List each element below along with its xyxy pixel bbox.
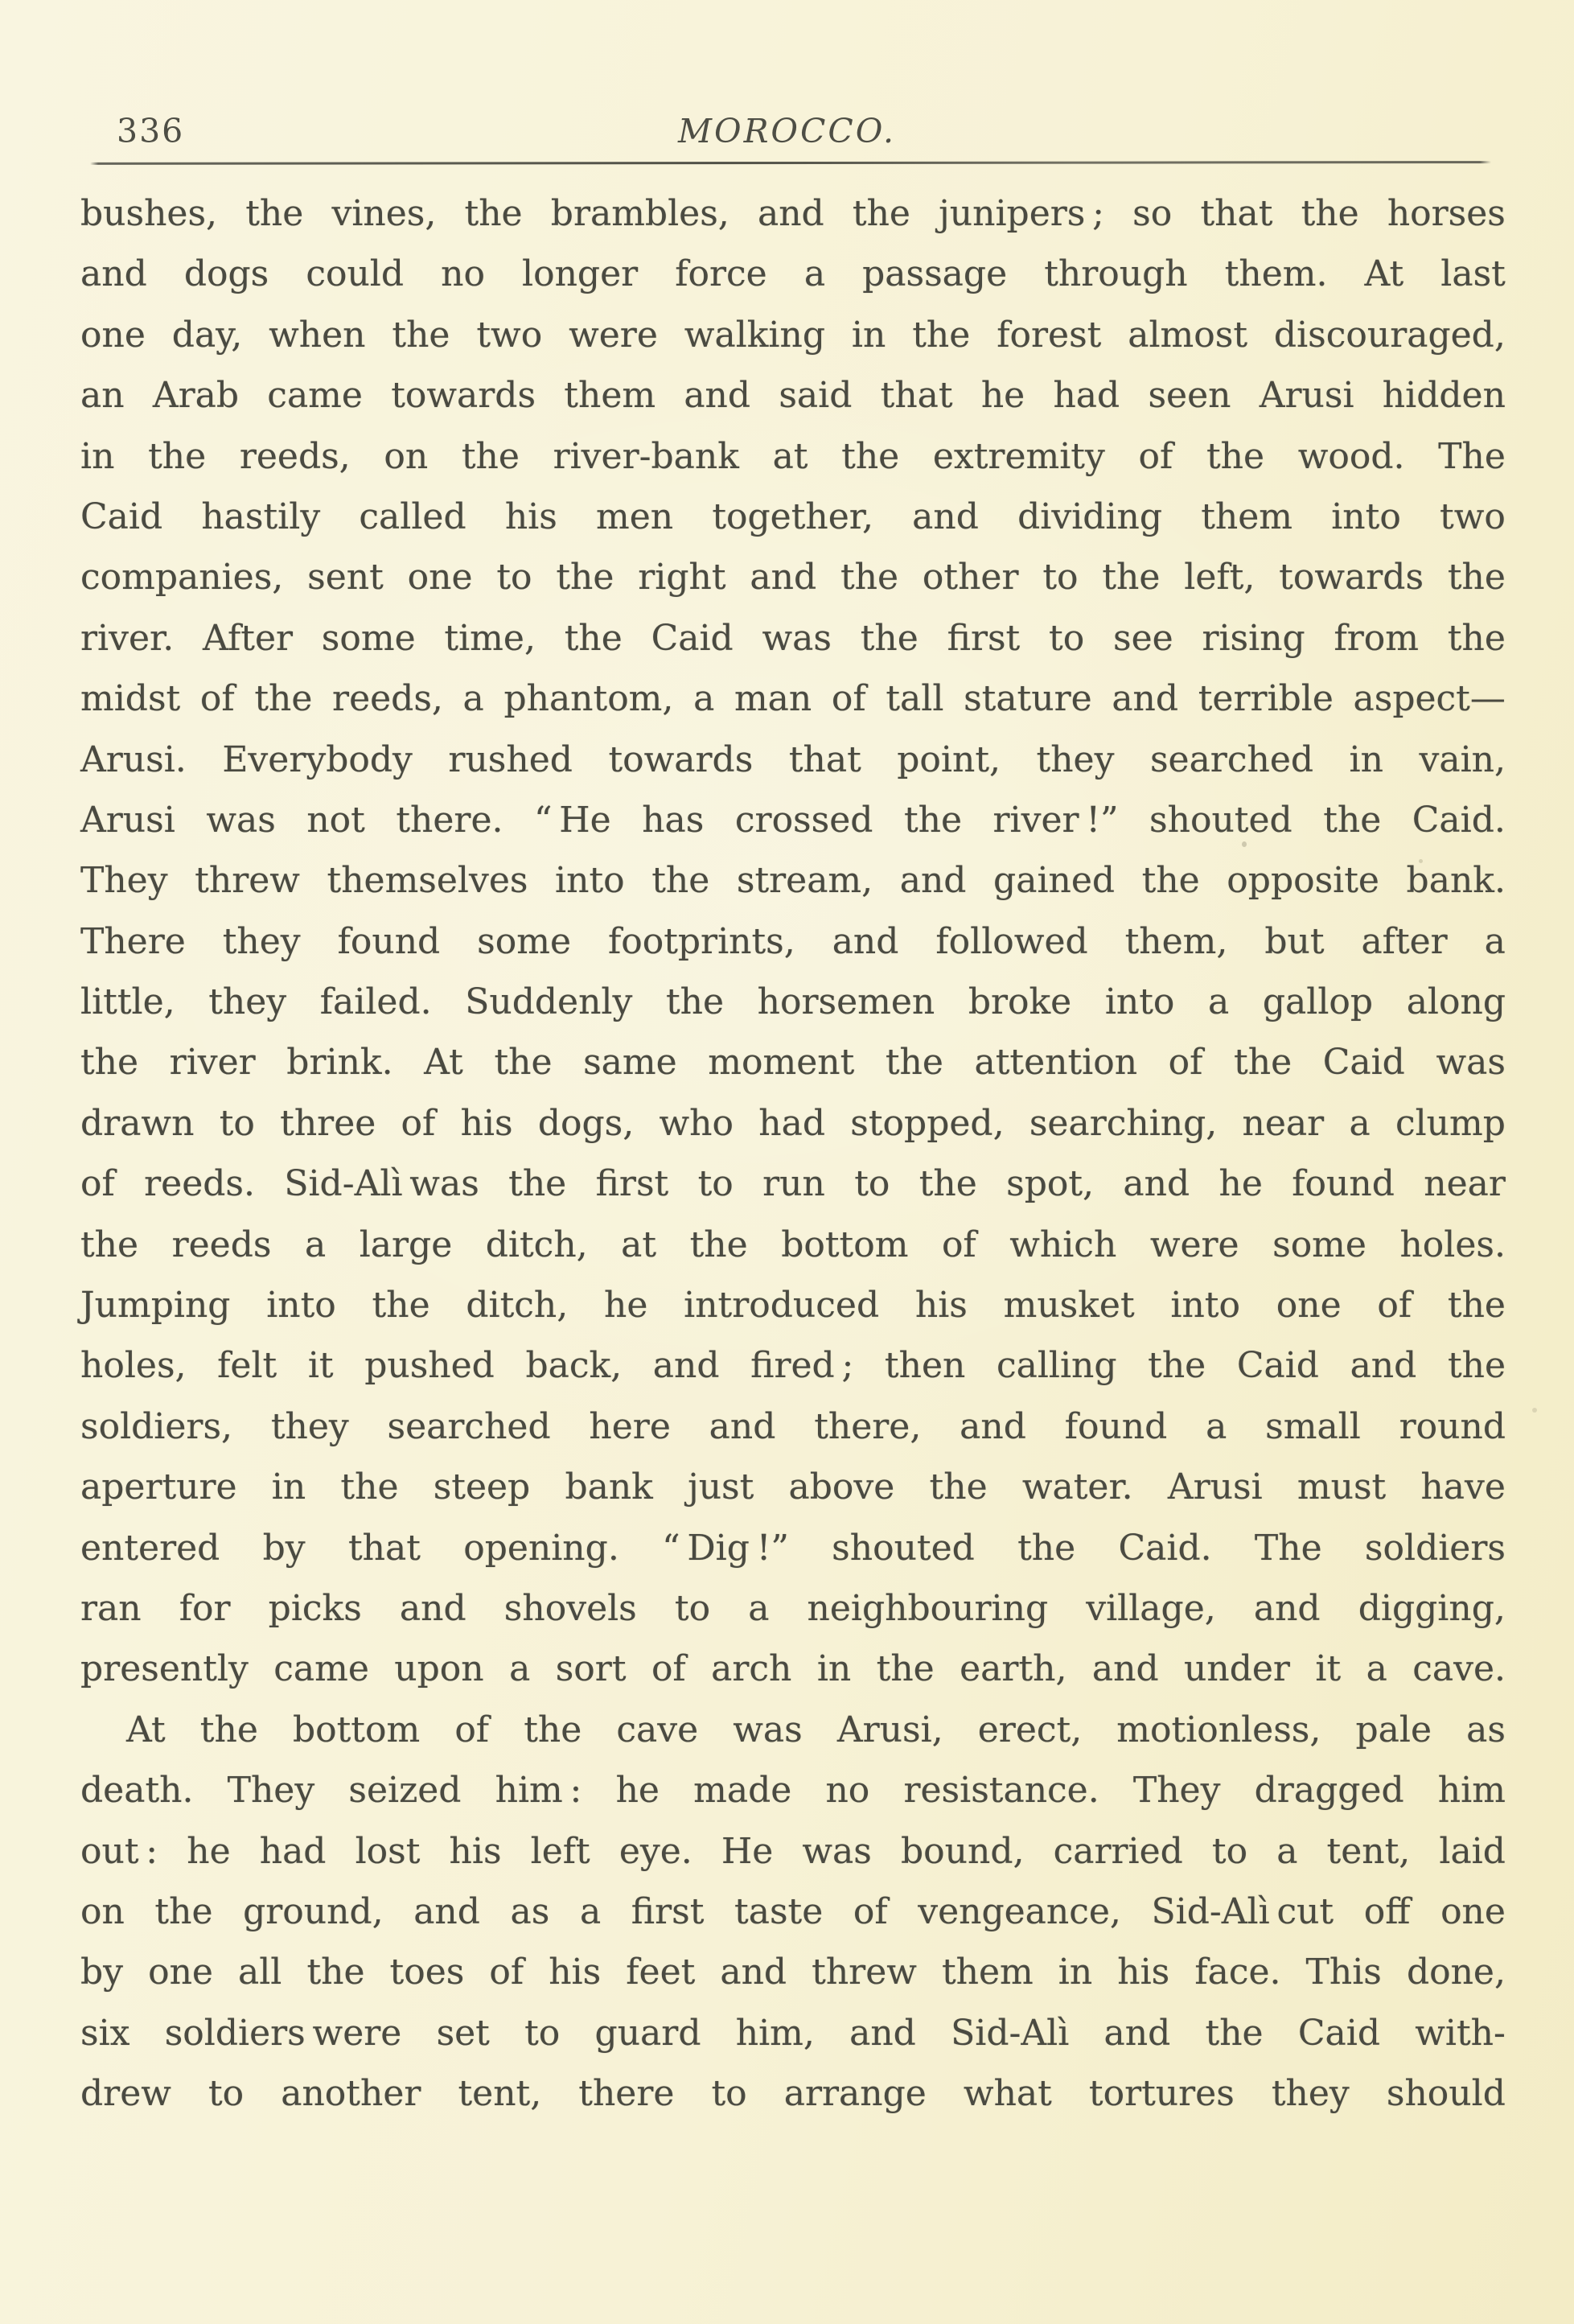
text-line: presently came upon a sort of arch in the earth, and under it a cave.: [80, 1648, 1506, 1690]
text-line: bushes, the vines, the brambles, and the junipers ; so that the horses: [80, 193, 1506, 234]
text-line: one day, when the two were walking in the forest almost discouraged,: [80, 314, 1506, 356]
text-line: midst of the reeds, a phantom, a man of tall stature and terrible aspect—: [80, 678, 1506, 720]
text-line: and dogs could no longer force a passage through them. At last: [80, 253, 1506, 295]
scan-speck: [1532, 1408, 1537, 1413]
text-line: Arusi. Everybody rushed towards that point, they searched in vain,: [80, 738, 1506, 780]
text-line: ran for picks and shovels to a neighbouring village, and digging,: [80, 1587, 1506, 1629]
text-line: aperture in the steep bank just above the water. Arusi must have: [80, 1466, 1506, 1508]
text-line: At the bottom of the cave was Arusi, erect, motionless, pale as: [126, 1709, 1506, 1750]
text-line: on the ground, and as a first taste of vengeance, Sid-Alì cut off one: [80, 1890, 1506, 1932]
text-line: Jumping into the ditch, he introduced his musket into one of the: [80, 1285, 1506, 1327]
text-line: drawn to three of his dogs, who had stopped, searching, near a clump: [80, 1102, 1506, 1144]
text-line: six soldiers were set to guard him, and Sid-Alì and the Caid with-: [80, 2012, 1506, 2054]
text-line: an Arab came towards them and said that he had seen Arusi hidden: [80, 375, 1506, 417]
text-line: Caid hastily called his men together, and dividing them into two: [80, 496, 1506, 537]
scan-speck: [1419, 859, 1423, 863]
running-title: MOROCCO.: [677, 112, 897, 150]
text-line: the river brink. At the same moment the attention of the Caid was: [80, 1042, 1506, 1084]
text-line: in the reeds, on the river-bank at the extremity of the wood. The: [80, 435, 1506, 477]
text-line: by one all the toes of his feet and threw them in his face. This done,: [80, 1952, 1506, 1993]
page-number: 336: [117, 112, 185, 150]
body-text: [80, 193, 1506, 2134]
text-line: holes, felt it pushed back, and fired ; then calling the Caid and the: [80, 1345, 1506, 1387]
text-line: little, they failed. Suddenly the horsemen broke into a gallop along: [80, 981, 1506, 1023]
text-line: death. They seized him : he made no resistance. They dragged him: [80, 1770, 1506, 1812]
text-line: entered by that opening. “ Dig !” shouted the Caid. The soldiers: [80, 1527, 1506, 1569]
text-line: soldiers, they searched here and there, and found a small round: [80, 1405, 1506, 1447]
text-line: There they found some footprints, and followed them, but after a: [80, 920, 1506, 962]
page-header: [0, 111, 1574, 151]
text-line: companies, sent one to the right and the other to the left, towards the: [80, 557, 1506, 598]
scan-speck: [1242, 841, 1247, 847]
header-rule: [90, 161, 1491, 165]
text-line: of reeds. Sid-Alì was the first to run to the spot, and he found near: [80, 1163, 1506, 1205]
text-line: They threw themselves into the stream, and gained the opposite bank.: [80, 860, 1506, 902]
text-line: the reeds a large ditch, at the bottom of which were some holes.: [80, 1224, 1506, 1265]
text-line: Arusi was not there. “ He has crossed the river !” shouted the Caid.: [80, 799, 1506, 841]
text-line: drew to another tent, there to arrange what tortures they should: [80, 2073, 1506, 2115]
text-line: river. After some time, the Caid was the first to see rising from the: [80, 617, 1506, 659]
text-line: out : he had lost his left eye. He was bound, carried to a tent, laid: [80, 1830, 1506, 1872]
